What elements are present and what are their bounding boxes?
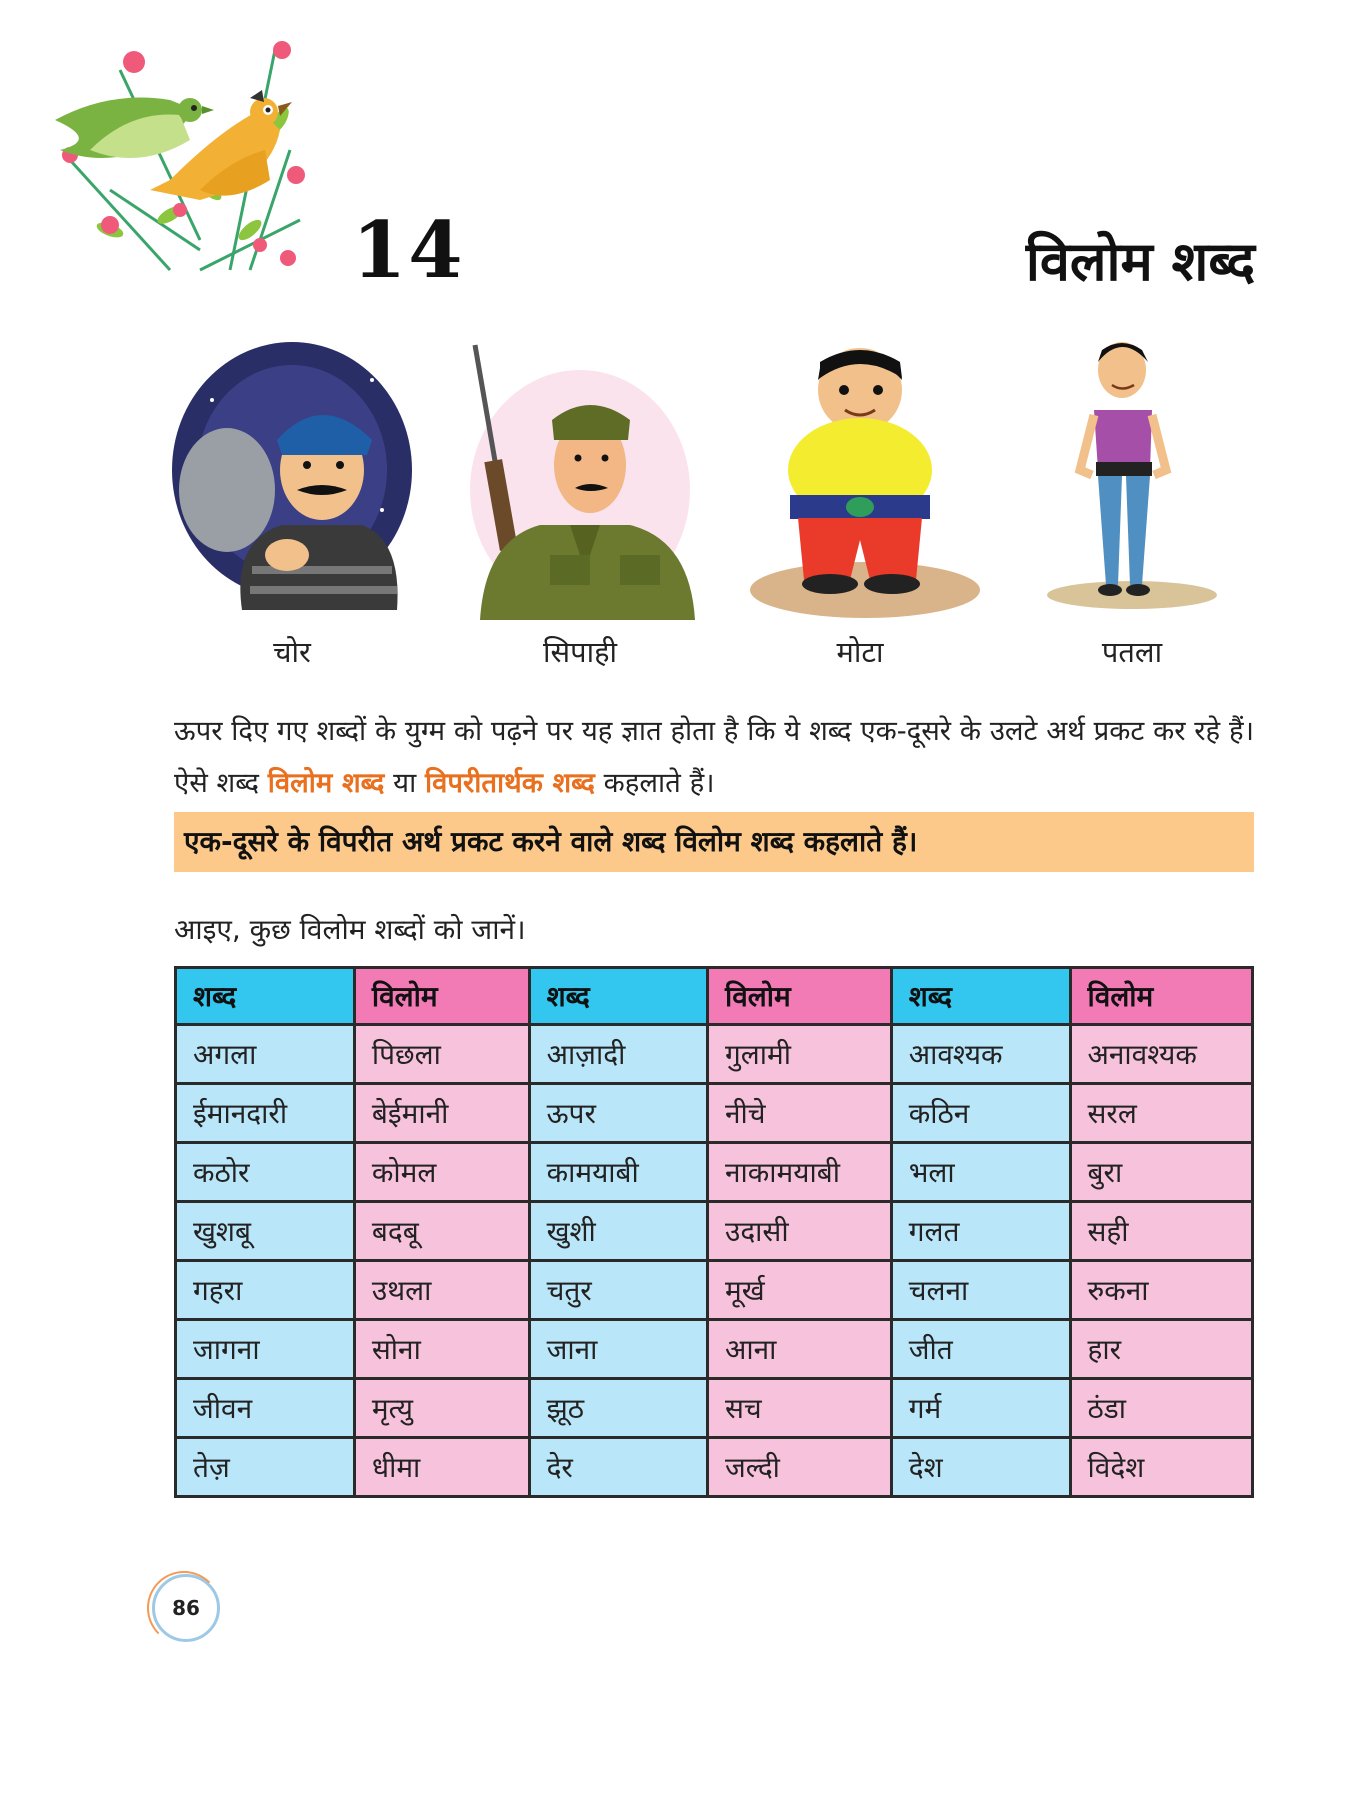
- header-word: शब्द: [891, 968, 1070, 1025]
- chapter-title: विलोम शब्द: [1025, 230, 1255, 293]
- word-cell: जीत: [891, 1320, 1070, 1379]
- word-cell: तेज़: [176, 1438, 355, 1497]
- thief-illustration: [172, 340, 412, 620]
- table-row: [176, 1025, 1253, 1084]
- table-row: [176, 1202, 1253, 1261]
- header-antonym: विलोम: [1070, 968, 1253, 1025]
- word-cell: ईमानदारी: [176, 1084, 355, 1143]
- table-row: [176, 1379, 1253, 1438]
- fat-boy-illustration: [740, 340, 980, 620]
- antonym-cell: नाकामयाबी: [707, 1143, 891, 1202]
- table-row: [176, 1261, 1253, 1320]
- antonym-cell: विदेश: [1070, 1438, 1253, 1497]
- table-row: [176, 1084, 1253, 1143]
- thin-boy-illustration: [1012, 340, 1252, 620]
- word-cell: चतुर: [529, 1261, 707, 1320]
- word-cell: अगला: [176, 1025, 355, 1084]
- chapter-number: 14: [352, 205, 465, 296]
- antonym-cell: बुरा: [1070, 1143, 1253, 1202]
- word-cell: देर: [529, 1438, 707, 1497]
- header-antonym: विलोम: [707, 968, 891, 1025]
- word-cell: कठिन: [891, 1084, 1070, 1143]
- word-cell: कठोर: [176, 1143, 355, 1202]
- page-number: 86: [152, 1574, 220, 1642]
- word-cell: आज़ादी: [529, 1025, 707, 1084]
- word-cell: गर्म: [891, 1379, 1070, 1438]
- antonym-cell: मूर्ख: [707, 1261, 891, 1320]
- antonym-cell: मृत्यु: [354, 1379, 529, 1438]
- word-cell: देश: [891, 1438, 1070, 1497]
- header-word: शब्द: [529, 968, 707, 1025]
- figure-caption-thin: पतला: [1101, 635, 1163, 669]
- figure-caption-thief: चोर: [273, 635, 311, 669]
- antonym-cell: आना: [707, 1320, 891, 1379]
- antonym-cell: रुकना: [1070, 1261, 1253, 1320]
- birds-illustration: [50, 40, 350, 310]
- antonym-cell: ठंडा: [1070, 1379, 1253, 1438]
- word-cell: खुशबू: [176, 1202, 355, 1261]
- table-row: [176, 1143, 1253, 1202]
- word-cell: जीवन: [176, 1379, 355, 1438]
- antonym-cell: बेईमानी: [354, 1084, 529, 1143]
- antonym-cell: उदासी: [707, 1202, 891, 1261]
- table-header-row: [176, 968, 1253, 1025]
- word-cell: कामयाबी: [529, 1143, 707, 1202]
- antonym-cell: बदबू: [354, 1202, 529, 1261]
- antonym-cell: सरल: [1070, 1084, 1253, 1143]
- word-cell: जाना: [529, 1320, 707, 1379]
- word-cell: चलना: [891, 1261, 1070, 1320]
- antonym-cell: हार: [1070, 1320, 1253, 1379]
- figure-caption-fat: मोटा: [836, 635, 884, 669]
- antonym-table: [174, 966, 1254, 1498]
- table-row: [176, 1438, 1253, 1497]
- table-intro: आइए, कुछ विलोम शब्दों को जानें।: [174, 913, 526, 946]
- antonym-cell: उथला: [354, 1261, 529, 1320]
- header-antonym: विलोम: [354, 968, 529, 1025]
- antonym-cell: सच: [707, 1379, 891, 1438]
- word-cell: गलत: [891, 1202, 1070, 1261]
- antonym-cell: पिछला: [354, 1025, 529, 1084]
- word-cell: ऊपर: [529, 1084, 707, 1143]
- word-cell: झूठ: [529, 1379, 707, 1438]
- definition-text: एक-दूसरे के विपरीत अर्थ प्रकट करने वाले शब्द विलोम शब्द कहलाते हैं।: [184, 825, 918, 858]
- antonym-cell: जल्दी: [707, 1438, 891, 1497]
- antonym-cell: कोमल: [354, 1143, 529, 1202]
- explanation-paragraph: ऊपर दिए गए शब्दों के युग्म को पढ़ने पर यह ज्ञात होता है कि ये शब्द एक-दूसरे के उलटे अर्थ प्रकट कर रहे हैं। ऐसे शब्द विलोम शब्द या विपरीतार्थक शब्द कहलाते हैं।: [174, 715, 1254, 799]
- antonym-cell: गुलामी: [707, 1025, 891, 1084]
- soldier-illustration: [460, 340, 700, 620]
- antonym-cell: सही: [1070, 1202, 1253, 1261]
- highlight-term-vipritarthak: विपरीतार्थक शब्द: [424, 767, 595, 799]
- antonym-cell: सोना: [354, 1320, 529, 1379]
- antonym-cell: धीमा: [354, 1438, 529, 1497]
- word-cell: खुशी: [529, 1202, 707, 1261]
- header-word: शब्द: [176, 968, 355, 1025]
- highlight-term-vilom: विलोम शब्द: [267, 767, 385, 799]
- word-cell: जागना: [176, 1320, 355, 1379]
- word-cell: भला: [891, 1143, 1070, 1202]
- table-row: [176, 1320, 1253, 1379]
- word-cell: गहरा: [176, 1261, 355, 1320]
- antonym-cell: नीचे: [707, 1084, 891, 1143]
- definition-box: [174, 812, 1254, 872]
- word-cell: आवश्यक: [891, 1025, 1070, 1084]
- antonym-cell: अनावश्यक: [1070, 1025, 1253, 1084]
- figure-caption-soldier: सिपाही: [542, 635, 617, 669]
